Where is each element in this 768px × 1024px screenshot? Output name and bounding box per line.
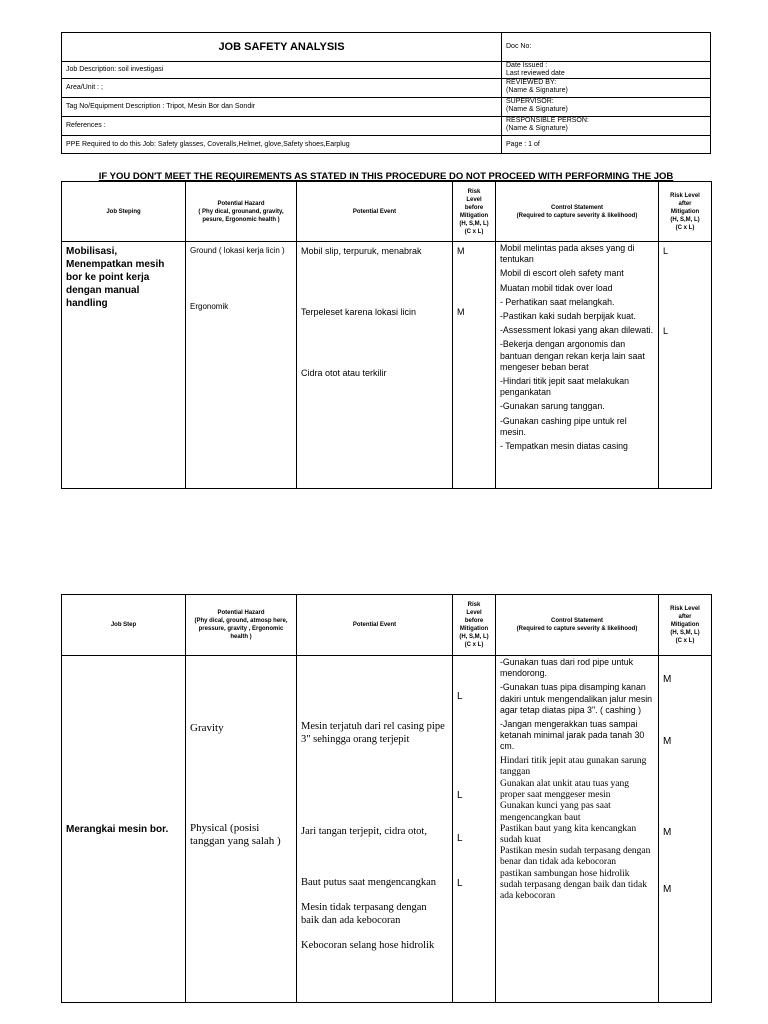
header-risk-before-label: Risk Level before Mitigation (H, S,M, L) (C x L) (459, 188, 489, 235)
event-item: Kebocoran selang hose hidrolik (301, 940, 435, 951)
event-cell (297, 242, 453, 489)
references (62, 117, 502, 136)
risk-before-cell (453, 656, 496, 1003)
control-item: Muatan mobil tidak over load (500, 282, 613, 293)
header-risk-after (659, 182, 712, 242)
area-unit (62, 79, 502, 98)
event-item: Mobil slip, terpuruk, menabrak (301, 246, 422, 256)
references-text: References : (66, 122, 106, 129)
control-item: -Assessment lokasi yang akan dilewati. (500, 325, 654, 336)
risk-after-value: L (663, 246, 669, 256)
risk-after-cell (659, 242, 712, 489)
risk-before-value: M (457, 246, 465, 256)
control-item: Mobil melintas pada akses yang di tentukan (500, 243, 635, 265)
doc-no-label: Doc No: (506, 43, 532, 50)
supervisor-sub: (Name & Signature) (506, 106, 568, 113)
header-control-statement (496, 595, 659, 656)
reviewed-by (502, 79, 711, 98)
control-item: -Gunakan tuas pipa disamping kanan dakiri untuk mengendalikan jalur mesin agar tetap diatas pipa 3". ( cashing ) (500, 682, 653, 715)
title-text: JOB SAFETY ANALYSIS (218, 41, 345, 53)
header-potential-hazard (186, 182, 297, 242)
event-item: Baut putus saat mengencangkan (301, 877, 437, 888)
header-risk-after-label: Risk Level after Mitigation (H, S,M, L) (C x L) (670, 192, 700, 231)
header-risk-before (453, 595, 496, 656)
date-issued-label: Date Issued : (506, 62, 548, 69)
header-potential-event-label: Potential Event (352, 208, 397, 215)
control-item: Pastikan baut yang kita kencangkan sudah kuat (500, 823, 637, 846)
event-cell (297, 656, 453, 1003)
hazard-cell (186, 242, 297, 489)
header-potential-hazard-label: Potential Hazard (Phy dical, ground, atmosp here, pressure, gravity , Ergonomic health ) (194, 610, 288, 640)
control-cell (496, 242, 659, 489)
risk-after-value: M (663, 674, 672, 685)
jsa-header-table (61, 32, 711, 154)
reviewed-by-label: REVIEWED BY: (506, 79, 557, 86)
responsible-person (502, 117, 711, 136)
risk-after-value: M (663, 736, 672, 747)
control-item: -Gunakan sarung tanggan. (500, 401, 605, 412)
control-item: -Pastikan kaki sudah berpijak kuat. (500, 311, 636, 322)
job-step-cell (62, 656, 186, 1003)
page-label: Page : 1 of (506, 140, 540, 148)
reviewed-by-sub: (Name & Signature) (506, 87, 568, 94)
control-item: Pastikan mesin sudah terpasang dengan benar dan tidak ada kebocoran (500, 846, 651, 868)
risk-before-cell (453, 242, 496, 489)
control-item: - Perhatikan saat melangkah. (500, 296, 615, 307)
header-job-step (62, 182, 186, 242)
document-title (62, 33, 502, 62)
job-description-text: Job Description: soil investigasi (66, 66, 164, 73)
doc-no (502, 33, 711, 62)
jsa-table-2 (61, 594, 712, 1003)
risk-after-value: M (663, 827, 672, 838)
event-item: Jari tangan terjepit, cidra otot, (301, 826, 427, 837)
event-item: Terpeleset karena lokasi licin (301, 307, 417, 317)
responsible-label: RESPONSIBLE PERSON: (506, 117, 589, 124)
header-potential-event (297, 595, 453, 656)
risk-before-value: L (457, 878, 463, 889)
header-potential-hazard (186, 595, 297, 656)
header-potential-event (297, 182, 453, 242)
header-risk-before-label: Risk Level before Mitigation (H, S,M, L) (C x L) (459, 602, 489, 648)
event-item: Mesin terjatuh dari rel casing pipe 3" sehingga orang terjepit (301, 721, 445, 745)
header-control-statement-label: Control Statement (Required to capture severity & likelihood) (516, 618, 638, 632)
control-item: pastikan sambungan hose hidrolik sudah terpasang dengan baik dan tidak ada kebocoran (500, 868, 647, 902)
risk-before-value: L (457, 691, 463, 702)
header-control-statement-label: Control Statement (Required to capture severity & likelihood) (516, 204, 638, 219)
risk-before-value: L (457, 833, 463, 844)
control-item: -Bekerja dengan argonomis dan bantuan dengan rekan kerja lain saat mengeser beban berat (500, 339, 645, 372)
page-number (502, 136, 711, 154)
hazard-item: Physical (posisi tanggan yang salah ) (190, 822, 281, 847)
control-cell (496, 656, 659, 1003)
header-potential-hazard-label: Potential Hazard ( Phy dical, grounand, gravity, pesure, Ergonomic health ) (198, 200, 284, 223)
risk-after-cell (659, 656, 712, 1003)
control-item: Hindari titik jepit atau gunakan sarung tanggan (500, 755, 647, 777)
header-risk-after-label: Risk Level after Mitigation (H, S,M, L) (C x L) (670, 606, 700, 644)
control-item: -Hindari titik jepit saat melakukan pengankatan (500, 376, 630, 398)
header-job-step-label: Job Step (110, 622, 137, 628)
job-step-text: Mobilisasi, Menempatkan mesih bor ke point kerja dengan manual handling (66, 246, 165, 309)
header-potential-event-label: Potential Event (352, 622, 397, 628)
risk-before-value: L (457, 790, 463, 801)
supervisor-label: SUPERVISOR: (506, 98, 554, 105)
header-risk-after (659, 595, 712, 656)
header-control-statement (496, 182, 659, 242)
job-description (62, 62, 502, 79)
control-item: -Gunakan cashing pipe untuk rel mesin. (500, 415, 627, 437)
area-unit-text: Area/Unit : ; (66, 84, 103, 91)
hazard-item: Ground ( lokasi kerja licin ) (190, 246, 285, 255)
header-job-step-label: Job Steping (106, 208, 141, 215)
control-item: - Tempatkan mesin diatas casing (500, 441, 628, 452)
header-risk-before (453, 182, 496, 242)
last-reviewed-label: Last reviewed date (506, 70, 565, 77)
tag-no (62, 98, 502, 117)
supervisor (502, 98, 711, 117)
control-item: -Gunakan tuas dari rod pipe untuk mendorong. (500, 657, 634, 679)
warning-text: IF YOU DON'T MEET THE REQUIREMENTS AS STATED IN THIS PROCEDURE DO NOT PROCEED WITH PERFORMING THE JOB (98, 171, 674, 182)
event-item: Cidra otot atau terkilir (301, 368, 387, 378)
control-item: Mobil di escort oleh safety mant (500, 268, 624, 279)
job-step-cell (62, 242, 186, 489)
hazard-cell (186, 656, 297, 1003)
risk-after-value: L (663, 326, 669, 336)
hazard-item: Gravity (190, 722, 224, 734)
header-job-step (62, 595, 186, 656)
ppe-required (62, 136, 502, 154)
risk-before-value: M (457, 307, 465, 317)
responsible-sub: (Name & Signature) (506, 125, 568, 132)
event-item: Mesin tidak terpasang dengan baik dan ada kebocoran (301, 902, 427, 926)
hazard-item: Ergonomik (190, 302, 229, 311)
date-issued (502, 62, 711, 79)
risk-after-value: M (663, 884, 672, 895)
ppe-text: PPE Required to do this Job: Safety glasses, Coveralls,Helmet, glove,Safety shoes,Earplug (66, 140, 350, 148)
job-step-text: Merangkai mesin bor. (66, 823, 169, 835)
tag-no-text: Tag No/Equipment Description : Tripot, Mesin Bor dan Sondir (66, 103, 256, 110)
jsa-table-1 (61, 181, 712, 489)
control-item: -Jangan mengerakkan tuas sampai ketanah minimal jarak pada tanah 30 cm. (500, 719, 645, 752)
control-item: Gunakan alat unkit atau tuas yang proper saat menggeser mesin (500, 779, 630, 801)
control-item: Gunakan kunci yang pas saat mengencangkan baut (500, 801, 611, 823)
